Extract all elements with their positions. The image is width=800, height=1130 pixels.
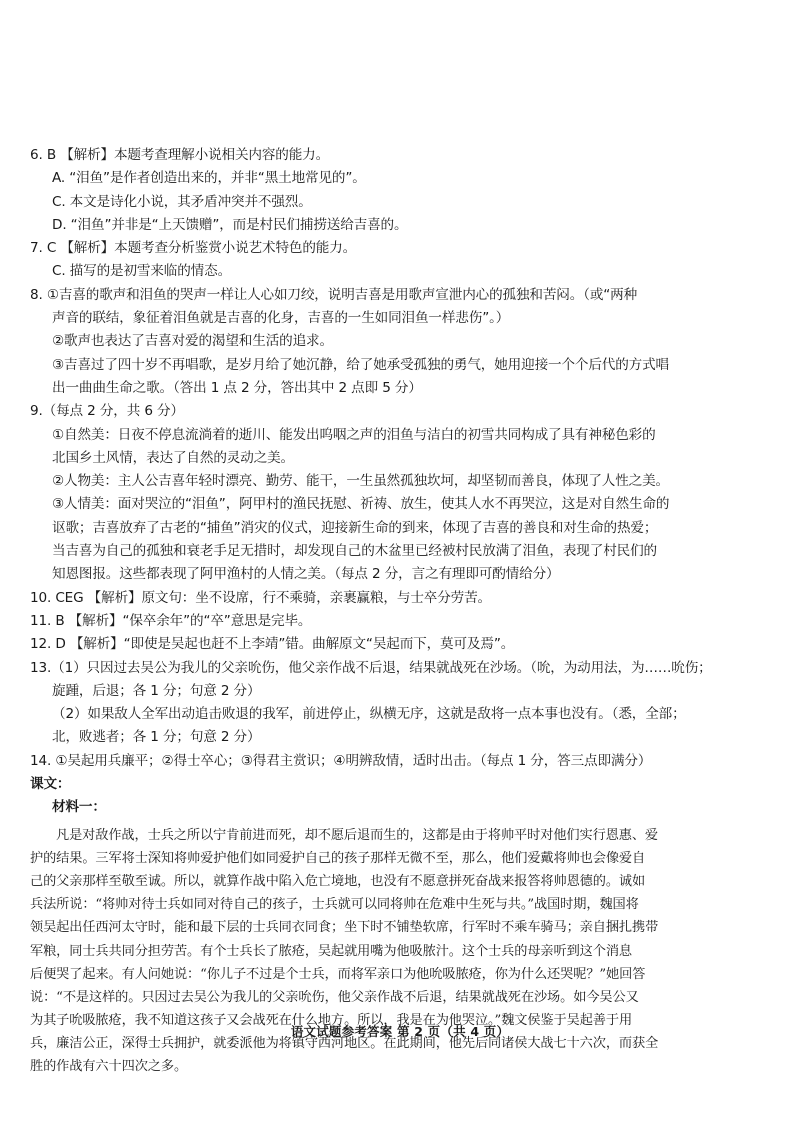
translation-line: 兵，廉洁公正，深得士兵拥护，就委派他为将镇守西河地区。在此期间，他先后同诸侯大战七十六次，而获全 (30, 1036, 659, 1052)
answer-9-heading: 9.（每点 2 分，共 6 分） (30, 403, 184, 420)
page-footer: 语文试题参考答案 第 2 页（共 4 页） (290, 1024, 510, 1039)
translation-line: 胜的作战有六十四次之多。 (30, 1059, 188, 1075)
translation-line: 领吴起出任西河太守时，能和最下层的士兵同衣同食；坐下时不铺垫软席，行军时不乘车骑马；亲自捆扎携带 (30, 920, 659, 936)
translation-line: 护的结果。三军将士深知将帅爱护他们如同爱护自己的孩子那样无微不至，那么，他们爱戴将帅也会像爱自 (30, 850, 646, 866)
translation-label: 课文： (30, 776, 71, 793)
answer-9-point-3-cont-1: 讴歌；吉喜放弃了古老的“捕鱼”消灾的仪式，迎接新生命的到来，体现了吉喜的善良和对生命的热爱； (52, 519, 658, 536)
translation-line: 后便哭了起来。有人问她说：“你儿子不过是个士兵，而将军亲口为他吮吸脓疮，你为什么还哭呢？”她回答 (30, 966, 646, 982)
answer-9-point-2: ②人物美：主人公吉喜年轻时漂亮、勤劳、能干，一生虽然孤独坎坷，却坚韧而善良，体现了人性之美。 (52, 473, 670, 490)
translation-line: 兵法所说：“将帅对待士兵如同对待自己的孩子，士兵就可以同将帅在危难中生死与共。”战国时期，魏国将 (30, 897, 639, 913)
answer-6-option-d: D. “泪鱼”并非是“上天馈赠”，而是村民们捕捞送给吉喜的。 (52, 216, 408, 233)
answer-9-point-3-cont-2: 当吉喜为自己的孤独和衰老手足无措时，却发现自己的木盆里已经被村民放满了泪鱼，表现了村民们的 (52, 543, 657, 560)
answer-9-point-1: ①自然美：日夜不停息流淌着的逝川、能发出呜咽之声的泪鱼与洁白的初雪共同构成了具有神秘色彩的 (52, 426, 656, 443)
answer-6-heading: 6. B 【解析】本题考查理解小说相关内容的能力。 (30, 147, 330, 163)
answer-8-point-3: ③吉喜过了四十岁不再唱歌，是岁月给了她沉静，给了她承受孤独的勇气，她用迎接一个个后代的方式唱 (52, 356, 670, 373)
answer-13-part-1-cont: 旋踵，后退；各 1 分；句意 2 分） (52, 682, 261, 699)
answer-13-part-2: （2）如果敌人全军出动追击败退的我军，前进停止，纵横无序，这就是敌将一点本事也没有。（悉，全部； (52, 706, 686, 723)
translation-line: 为其子吮吸脓疮，我不知道这孩子又会战死在什么地方。所以，我是在为他哭泣。”魏文侯鉴于吴起善于用 (30, 1013, 633, 1029)
answer-10: 10. CEG 【解析】原文句：坐不设席，行不乘骑，亲裹赢粮，与士卒分劳苦。 (30, 589, 491, 606)
translation-line: 说：“不是这样的。只因过去吴公为我儿的父亲吮伤，他父亲作战不后退，结果就战死在沙场。如今吴公又 (30, 989, 639, 1005)
answer-13-part-2-cont: 北，败逃者；各 1 分；句意 2 分） (52, 729, 261, 746)
answer-6-option-a: A. “泪鱼”是作者创造出来的，并非“黑土地常见的”。 (52, 170, 366, 187)
answer-12: 12. D 【解析】“即使是吴起也赶不上李靖”错。曲解原文“吴起而下，莫可及焉”。 (30, 636, 515, 653)
answer-9-point-3: ③人情美：面对哭泣的“泪鱼”，阿甲村的渔民抚慰、祈祷、放生，使其人水不再哭泣，这是对自然生命的 (52, 496, 670, 513)
answer-key-page (30, 144, 780, 1079)
translation-line: 凡是对敌作战，士兵之所以宁肯前进而死，却不愿后退而生的，这都是由于将帅平时对他们实行恩惠、爱 (56, 827, 659, 843)
translation-line: 己的父亲那样至敬至诚。所以，就算作战中陷入危亡境地，也没有不愿意拼死奋战来报答将帅恩德的。诚如 (30, 873, 646, 889)
answer-7-option-c: C. 描写的是初雪来临的情态。 (52, 263, 232, 280)
answer-14: 14. ①吴起用兵廉平；②得士卒心；③得君主赏识；④明辨敌情，适时出击。（每点 1 分，答三点即满分） (30, 752, 652, 769)
material-one-label: 材料一： (52, 799, 106, 816)
answer-11: 11. B 【解析】“保卒余年”的“卒”意思是完毕。 (30, 612, 312, 629)
answer-8-point-1: 8. ①吉喜的歌声和泪鱼的哭声一样让人心如刀绞，说明吉喜是用歌声宣泄内心的孤独和苦闷。（或“两种 (30, 286, 638, 303)
answer-7-heading: 7. C 【解析】本题考查分析鉴赏小说艺术特色的能力。 (30, 240, 357, 257)
answer-9-point-1-cont: 北国乡土风情，表达了自然的灵动之美。 (52, 449, 294, 466)
translation-line: 军粮，同士兵共同分担劳苦。有个士兵长了脓疮，吴起就用嘴为他吸脓汁。这个士兵的母亲听到这个消息 (30, 943, 633, 959)
answer-8-point-1-cont: 声音的联结，象征着泪鱼就是吉喜的化身，吉喜的一生如同泪鱼一样悲伤”。） (52, 310, 510, 327)
answer-6-option-c: C. 本文是诗化小说，其矛盾冲突并不强烈。 (52, 193, 312, 210)
answer-8-point-2: ②歌声也表达了吉喜对爱的渴望和生活的追求。 (52, 333, 333, 350)
answer-9-point-3-cont-3: 知恩图报。这些都表现了阿甲渔村的人情之美。（每点 2 分，言之有理即可酌情给分） (52, 566, 560, 583)
answer-8-point-3-cont: 出一曲曲生命之歌。（答出 1 点 2 分，答出其中 2 点即 5 分） (52, 379, 422, 396)
answer-13-part-1: 13.（1）只因过去吴公为我儿的父亲吮伤，他父亲作战不后退，结果就战死在沙场。（吮，为动用法，为……吮伤； (30, 659, 712, 676)
